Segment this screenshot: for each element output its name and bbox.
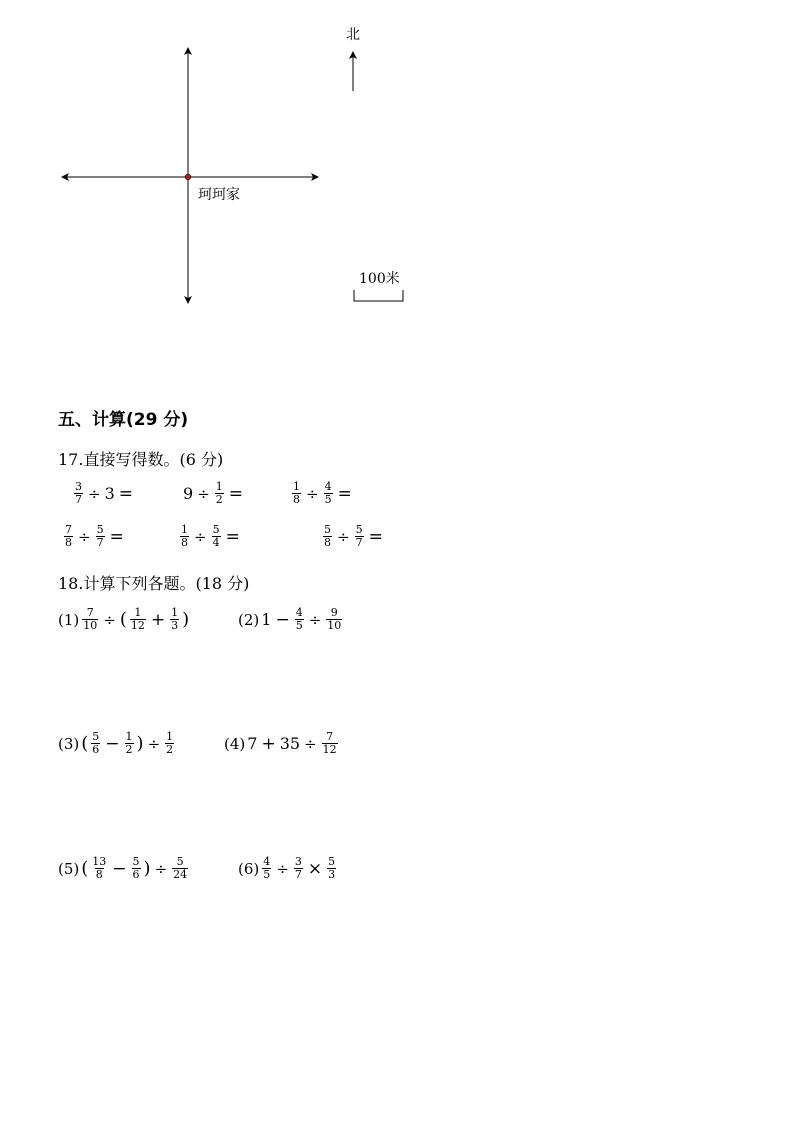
scale-bar bbox=[354, 290, 403, 301]
north-label: 北 bbox=[346, 27, 360, 43]
fraction: $\frac{1}{8}$ bbox=[293, 480, 300, 506]
fraction: $\frac{1}{3}$ bbox=[171, 606, 179, 632]
fraction: $\frac{7}{8}$ bbox=[65, 523, 72, 549]
fraction: $\frac{5}{7}$ bbox=[96, 523, 104, 549]
fraction: $\frac{1}{8}$ bbox=[181, 523, 188, 549]
home-label: 珂珂家 bbox=[198, 187, 240, 203]
q18-problem-5: (5) ( $\frac{13}{8}$ − $\frac{5}{6}$ ) ÷ $\frac{5}{24}$ bbox=[58, 855, 188, 881]
q17-item-2: 9 ÷ $\frac{1}{2}$ = bbox=[183, 480, 244, 506]
q17-item-3: $\frac{1}{8}$ ÷ $\frac{4}{5}$ = bbox=[293, 480, 352, 506]
fraction: $\frac{3}{7}$ bbox=[294, 855, 302, 881]
fraction: $\frac{1}{12}$ bbox=[130, 606, 145, 632]
section-title: 五、计算(29 分) bbox=[58, 410, 189, 430]
q17-title: 17.直接写得数。(6 分) bbox=[58, 450, 224, 469]
fraction: $\frac{1}{2}$ bbox=[166, 730, 174, 756]
fraction: $\frac{5}{6}$ bbox=[132, 855, 140, 881]
fraction: $\frac{4}{5}$ bbox=[263, 855, 271, 881]
q17-item-1: $\frac{3}{7}$ ÷ 3 = bbox=[75, 480, 134, 506]
q18-problem-1: (1) $\frac{7}{10}$ ÷ ( $\frac{1}{12}$ + $\frac{1}{3}$ ) bbox=[58, 606, 190, 632]
q18-problem-4: (4) 7 + 35 ÷ $\frac{7}{12}$ bbox=[224, 730, 337, 756]
fraction: $\frac{5}{7}$ bbox=[355, 523, 363, 549]
fraction: $\frac{5}{3}$ bbox=[328, 855, 336, 881]
q18-problem-6: (6) $\frac{4}{5}$ ÷ $\frac{3}{7}$ × $\frac{5}{3}$ bbox=[238, 855, 336, 881]
q17-item-5: $\frac{1}{8}$ ÷ $\frac{5}{4}$ = bbox=[181, 523, 240, 549]
q17-item-6: $\frac{5}{8}$ ÷ $\frac{5}{7}$ = bbox=[324, 523, 383, 549]
fraction: $\frac{9}{10}$ bbox=[327, 606, 342, 632]
fraction: $\frac{5}{24}$ bbox=[173, 855, 188, 881]
fraction: $\frac{7}{10}$ bbox=[83, 606, 98, 632]
scale-label: 100米 bbox=[359, 271, 400, 287]
fraction: $\frac{5}{8}$ bbox=[324, 523, 331, 549]
fraction: $\frac{13}{8}$ bbox=[92, 855, 107, 881]
fraction: $\frac{3}{7}$ bbox=[75, 480, 82, 506]
q18-title: 18.计算下列各题。(18 分) bbox=[58, 574, 250, 593]
fraction: $\frac{1}{2}$ bbox=[215, 480, 223, 506]
fraction: $\frac{5}{4}$ bbox=[212, 523, 220, 549]
fraction: $\frac{4}{5}$ bbox=[295, 606, 303, 632]
fraction: $\frac{5}{6}$ bbox=[92, 730, 100, 756]
q18-problem-3: (3) ( $\frac{5}{6}$ − $\frac{1}{2}$ ) ÷ $\frac{1}{2}$ bbox=[58, 730, 174, 756]
q18-problem-2: (2) 1 − $\frac{4}{5}$ ÷ $\frac{9}{10}$ bbox=[238, 606, 342, 632]
fraction: $\frac{4}{5}$ bbox=[324, 480, 332, 506]
fraction: $\frac{1}{2}$ bbox=[125, 730, 133, 756]
home-point bbox=[185, 174, 191, 180]
q17-item-4: $\frac{7}{8}$ ÷ $\frac{5}{7}$ = bbox=[65, 523, 124, 549]
fraction: $\frac{7}{12}$ bbox=[322, 730, 337, 756]
